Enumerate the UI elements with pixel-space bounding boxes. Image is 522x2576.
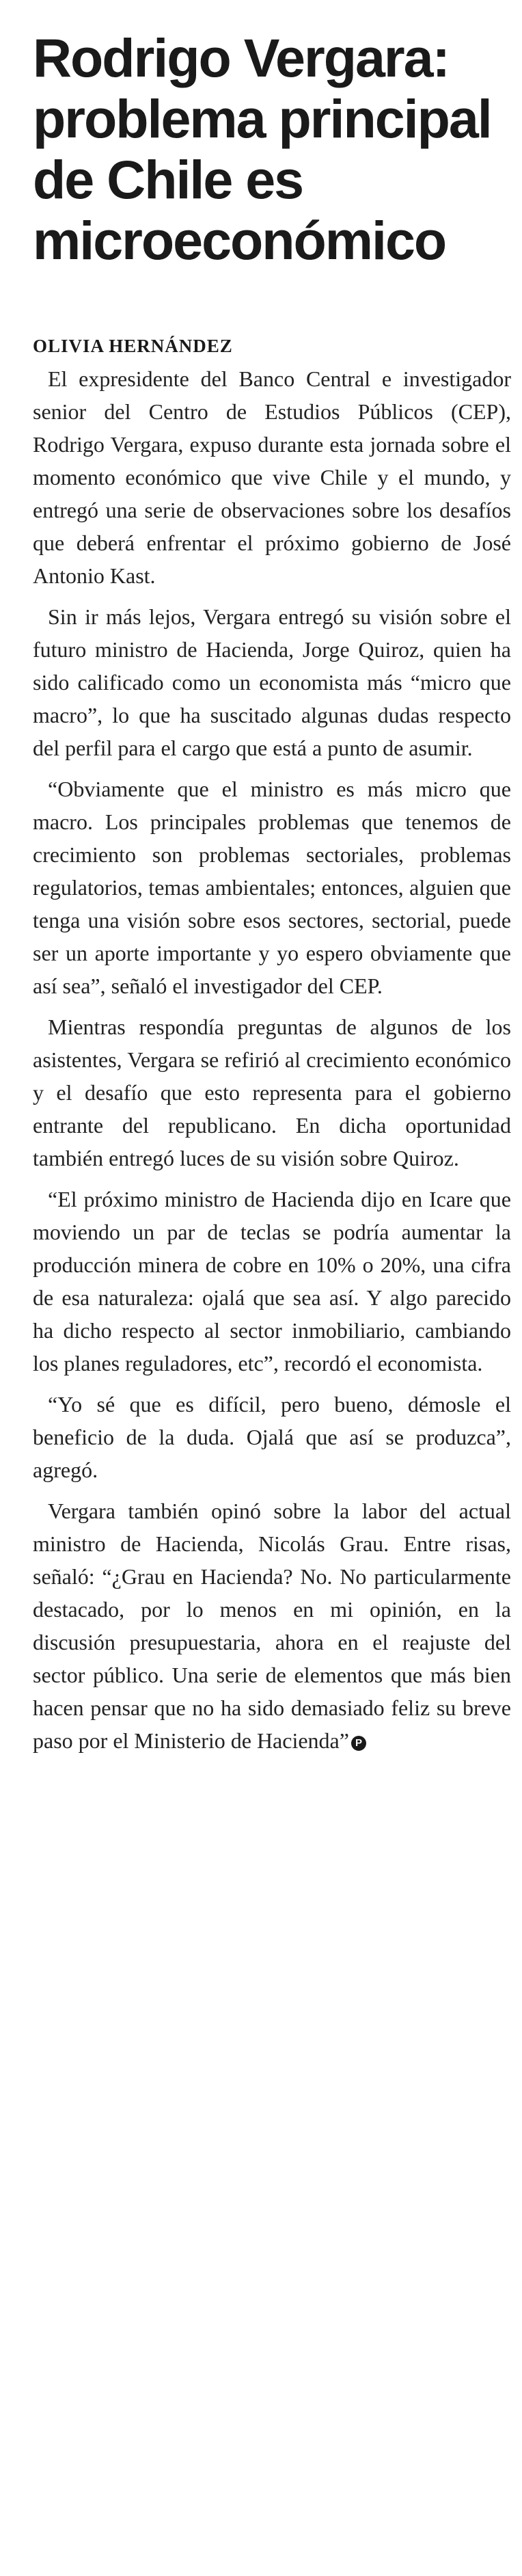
paragraph-last — [33, 1494, 511, 1757]
byline: OLIVIA HERNÁNDEZ — [33, 336, 233, 356]
paragraph-last-text: Vergara también opinó sobre la labor del actual ministro de Hacienda, Nicolás Grau. Entre risas, señaló: “¿Grau en Hacienda? No. No particularmente destacado, por lo menos en mi opinión, en la discusión presupuestaria, ahora en el reajuste del sector público. Una serie de elementos que más bien hacen pensar que no ha sido demasiado feliz su breve paso por el Ministerio de Hacienda” — [33, 1499, 511, 1753]
headline: Rodrigo Vergara: problema principal de Chile es microeconómico — [33, 27, 491, 271]
paragraph: “Yo sé que es difícil, pero bueno, démosle el beneficio de la duda. Ojalá que así se produzca”, agregó. — [33, 1392, 511, 1482]
paragraph: Mientras respondía preguntas de algunos de los asistentes, Vergara se refirió al crecimiento económico y el desafío que esto representa para el gobierno entrante del republicano. En dicha oportunidad también entregó luces de su visión sobre Quiroz. — [33, 1015, 511, 1170]
paragraph: “El próximo ministro de Hacienda dijo en Icare que moviendo un par de teclas se podría aumentar la producción minera de cobre en 10% o 20%, una cifra de esa naturaleza: ojalá que sea así. Y algo parecido ha dicho respecto al sector inmobiliario, cambiando los planes reguladores, etc”, recordó el economista. — [33, 1187, 511, 1376]
paragraph: Sin ir más lejos, Vergara entregó su visión sobre el futuro ministro de Hacienda, Jorge Quiroz, quien ha sido calificado como un economista más “micro que macro”, lo que ha suscitado algunas dudas respecto del perfil para el cargo que está a punto de asumir. — [33, 604, 511, 760]
paragraph: El expresidente del Banco Central e investigador senior del Centro de Estudios Públicos (CEP), Rodrigo Vergara, expuso durante esta jornada sobre el momento económico que vive Chile y el mundo, y entregó una serie de observaciones sobre los desafíos que deberá enfrentar el próximo gobierno de José Antonio Kast. — [33, 366, 511, 588]
article — [33, 27, 511, 1765]
article-body — [33, 362, 511, 1757]
end-mark-icon: P — [351, 1736, 366, 1751]
paragraph: “Obviamente que el ministro es más micro que macro. Los principales problemas que tenemos de crecimiento son problemas sectoriales, problemas regulatorios, temas ambientales; entonces, alguien que tenga una visión sobre esos sectores, sectorial, puede ser un aporte importante y yo espero obviamente que así sea”, señaló el investigador del CEP. — [33, 777, 511, 998]
